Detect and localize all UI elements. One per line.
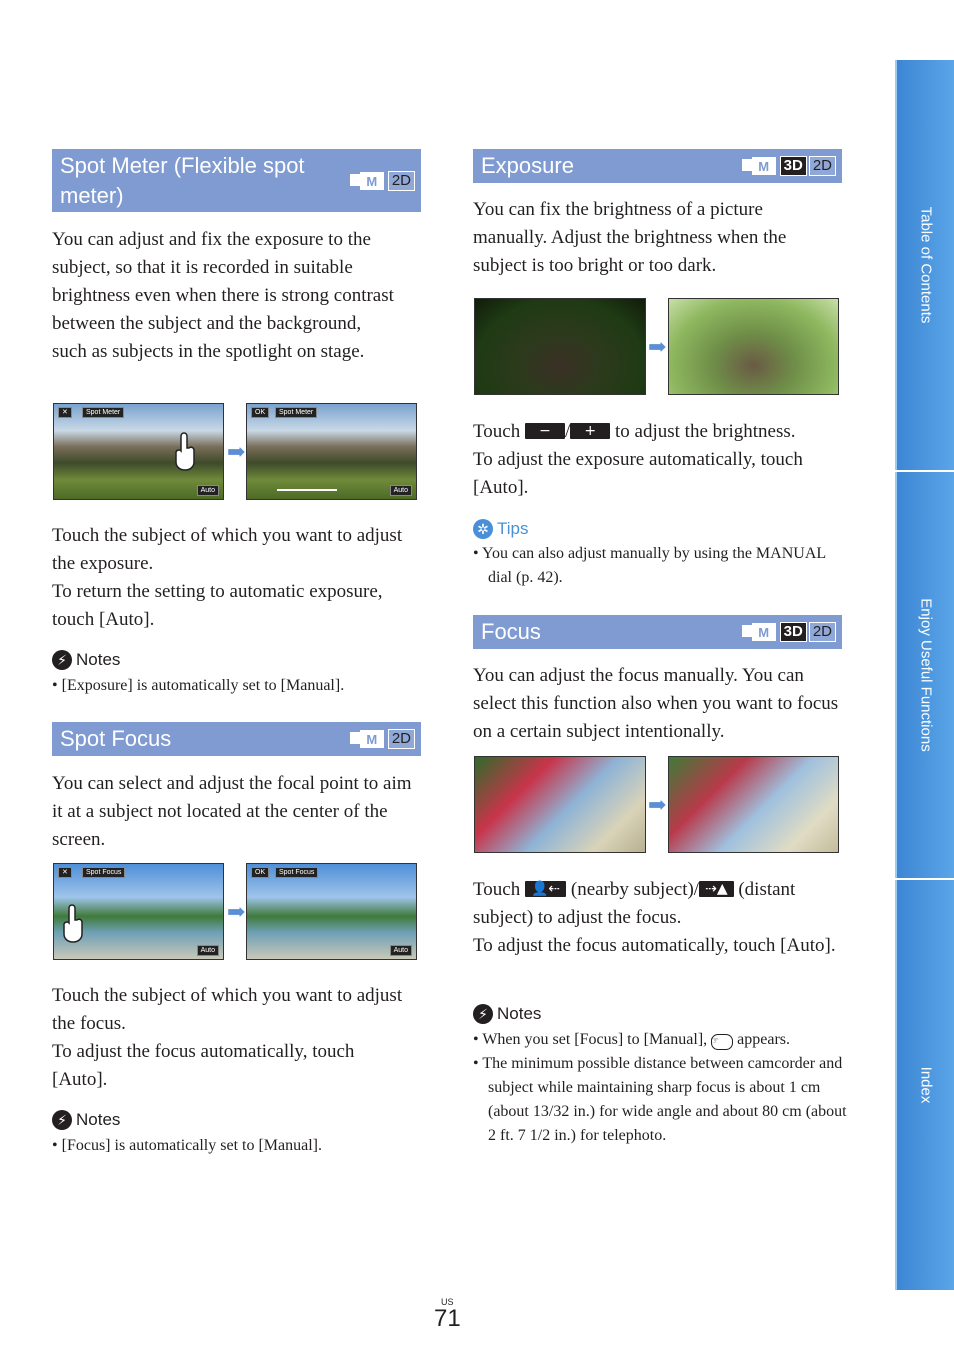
region-code: US <box>441 1297 454 1307</box>
spot-meter-instructions: Touch the subject of which you want to adjust the exposure. To return the setting to automatic exposure, touch [Auto]. <box>52 525 403 630</box>
notes-title: Notes <box>76 1110 121 1129</box>
exposure-tips-heading <box>473 519 529 539</box>
manual-mode-icon: M <box>742 157 778 175</box>
tab-label: Table of Contents <box>917 206 934 324</box>
close-button[interactable]: ✕ <box>58 407 72 418</box>
spot-meter-before-image <box>53 403 224 500</box>
focus-instructions: To adjust the focus automatically, touch [Auto]. <box>473 935 836 956</box>
spot-focus-instructions: Touch the subject of which you want to adjust the focus. To adjust the focus automatically, touch [Auto]. <box>52 985 403 1090</box>
arrow-icon: ➡ <box>648 334 667 359</box>
notes-icon: ⚡ <box>52 650 72 670</box>
spot-focus-label: Spot Focus <box>82 867 125 878</box>
3d-badge: 3D <box>780 156 807 176</box>
focus-notes-heading <box>473 1004 541 1024</box>
manual-mode-icon: M <box>350 172 386 190</box>
ok-button[interactable]: OK <box>251 407 269 418</box>
2d-badge: 2D <box>388 729 415 749</box>
spot-meter-notes-heading <box>52 650 120 670</box>
tab-enjoy-useful-functions[interactable] <box>895 472 954 878</box>
minus-button[interactable]: − <box>525 423 565 439</box>
auto-button[interactable]: Auto <box>197 485 219 496</box>
mode-badges <box>742 622 836 642</box>
mode-badges <box>742 156 836 176</box>
spot-focus-before-image <box>53 863 224 960</box>
spot-focus-after-image <box>246 863 417 960</box>
exposure-header <box>473 149 842 183</box>
section-title: Exposure <box>481 153 574 178</box>
nearby-subject-button[interactable]: 👤⇠ <box>525 881 566 897</box>
close-button[interactable]: ✕ <box>58 867 72 878</box>
focus-touch-line: Touch 👤⇠ (nearby subject)/ ⇢▲ (distant subject) to adjust the focus. <box>473 879 796 928</box>
spot-focus-notes-heading <box>52 1110 120 1130</box>
focus-intro: You can adjust the focus manually. You can select this function also when you want to focus on a certain subject intentionally. <box>473 665 839 742</box>
arrow-icon: ➡ <box>227 899 246 924</box>
spot-meter-header <box>52 149 421 212</box>
spot-meter-label: Spot Meter <box>275 407 317 418</box>
section-title: Spot Focus <box>60 726 172 751</box>
tab-table-of-contents[interactable] <box>895 60 954 470</box>
section-title: Focus <box>481 619 541 644</box>
mode-badges <box>350 729 415 749</box>
focus-before-image <box>474 756 646 853</box>
tip-item: • You can also adjust manually by using the MANUAL dial (p. 42). <box>473 545 826 586</box>
notes-icon: ⚡ <box>52 1110 72 1130</box>
focus-header <box>473 615 842 649</box>
2d-badge: 2D <box>388 171 415 191</box>
tips-title: Tips <box>497 519 529 538</box>
auto-button[interactable]: Auto <box>197 945 219 956</box>
touch-hand-icon <box>60 904 86 944</box>
focus-after-image <box>668 756 839 853</box>
auto-button[interactable]: Auto <box>390 485 412 496</box>
note-item: • The minimum possible distance between camcorder and subject while maintaining sharp focus is about 1 cm (about 13/32 in.) for wide angle and about 80 cm (about 2 ft. 7 1/2 in.) for telephoto. <box>473 1055 847 1144</box>
spot-focus-header <box>52 722 421 756</box>
auto-button[interactable]: Auto <box>390 945 412 956</box>
arrow-icon: ➡ <box>227 439 246 464</box>
manual-mode-icon: M <box>742 623 778 641</box>
spot-meter-label: Spot Meter <box>82 407 124 418</box>
3d-badge: 3D <box>780 622 807 642</box>
note-item: • [Focus] is automatically set to [Manual]. <box>52 1137 322 1154</box>
arrow-icon: ➡ <box>648 792 667 817</box>
2d-badge: 2D <box>809 622 836 642</box>
exposure-touch-line: Touch − / + to adjust the brightness. <box>473 421 796 442</box>
touch-hand-icon <box>172 432 198 472</box>
brightness-slider[interactable] <box>277 489 337 491</box>
mode-badges <box>350 171 415 191</box>
manual-mode-icon: M <box>350 730 386 748</box>
spot-meter-intro: You can adjust and fix the exposure to the subject, so that it is recorded in suitable brightness even when there is strong contrast between the subject and the background, such as subjects in the spotlight on stage. <box>52 229 394 362</box>
exposure-instructions: To adjust the exposure automatically, touch [Auto]. <box>473 449 803 498</box>
manual-focus-icon: ☞ <box>711 1034 733 1050</box>
plus-button[interactable]: + <box>570 423 610 439</box>
exposure-before-image <box>474 298 646 395</box>
distant-subject-button[interactable]: ⇢▲ <box>699 881 734 897</box>
tab-label: Index <box>917 1066 934 1104</box>
2d-badge: 2D <box>809 156 836 176</box>
exposure-intro: You can fix the brightness of a picture manually. Adjust the brightness when the subject is too bright or too dark. <box>473 199 787 276</box>
tab-label: Enjoy Useful Functions <box>917 598 934 752</box>
tab-index[interactable] <box>895 880 954 1290</box>
exposure-after-image <box>668 298 839 395</box>
lightbulb-icon: ✲ <box>473 519 493 539</box>
note-item: • When you set [Focus] to [Manual], ☞ appears. <box>473 1031 791 1048</box>
spot-focus-label: Spot Focus <box>275 867 318 878</box>
spot-meter-after-image <box>246 403 417 500</box>
notes-title: Notes <box>76 650 121 669</box>
ok-button[interactable]: OK <box>251 867 269 878</box>
note-item: • [Exposure] is automatically set to [Manual]. <box>52 677 345 694</box>
page-number: 71 <box>434 1305 461 1332</box>
notes-title: Notes <box>497 1004 542 1023</box>
section-title: Spot Meter (Flexible spot meter) <box>60 153 305 208</box>
notes-icon: ⚡ <box>473 1004 493 1024</box>
spot-focus-intro: You can select and adjust the focal point to aim it at a subject not located at the center of the screen. <box>52 773 412 850</box>
